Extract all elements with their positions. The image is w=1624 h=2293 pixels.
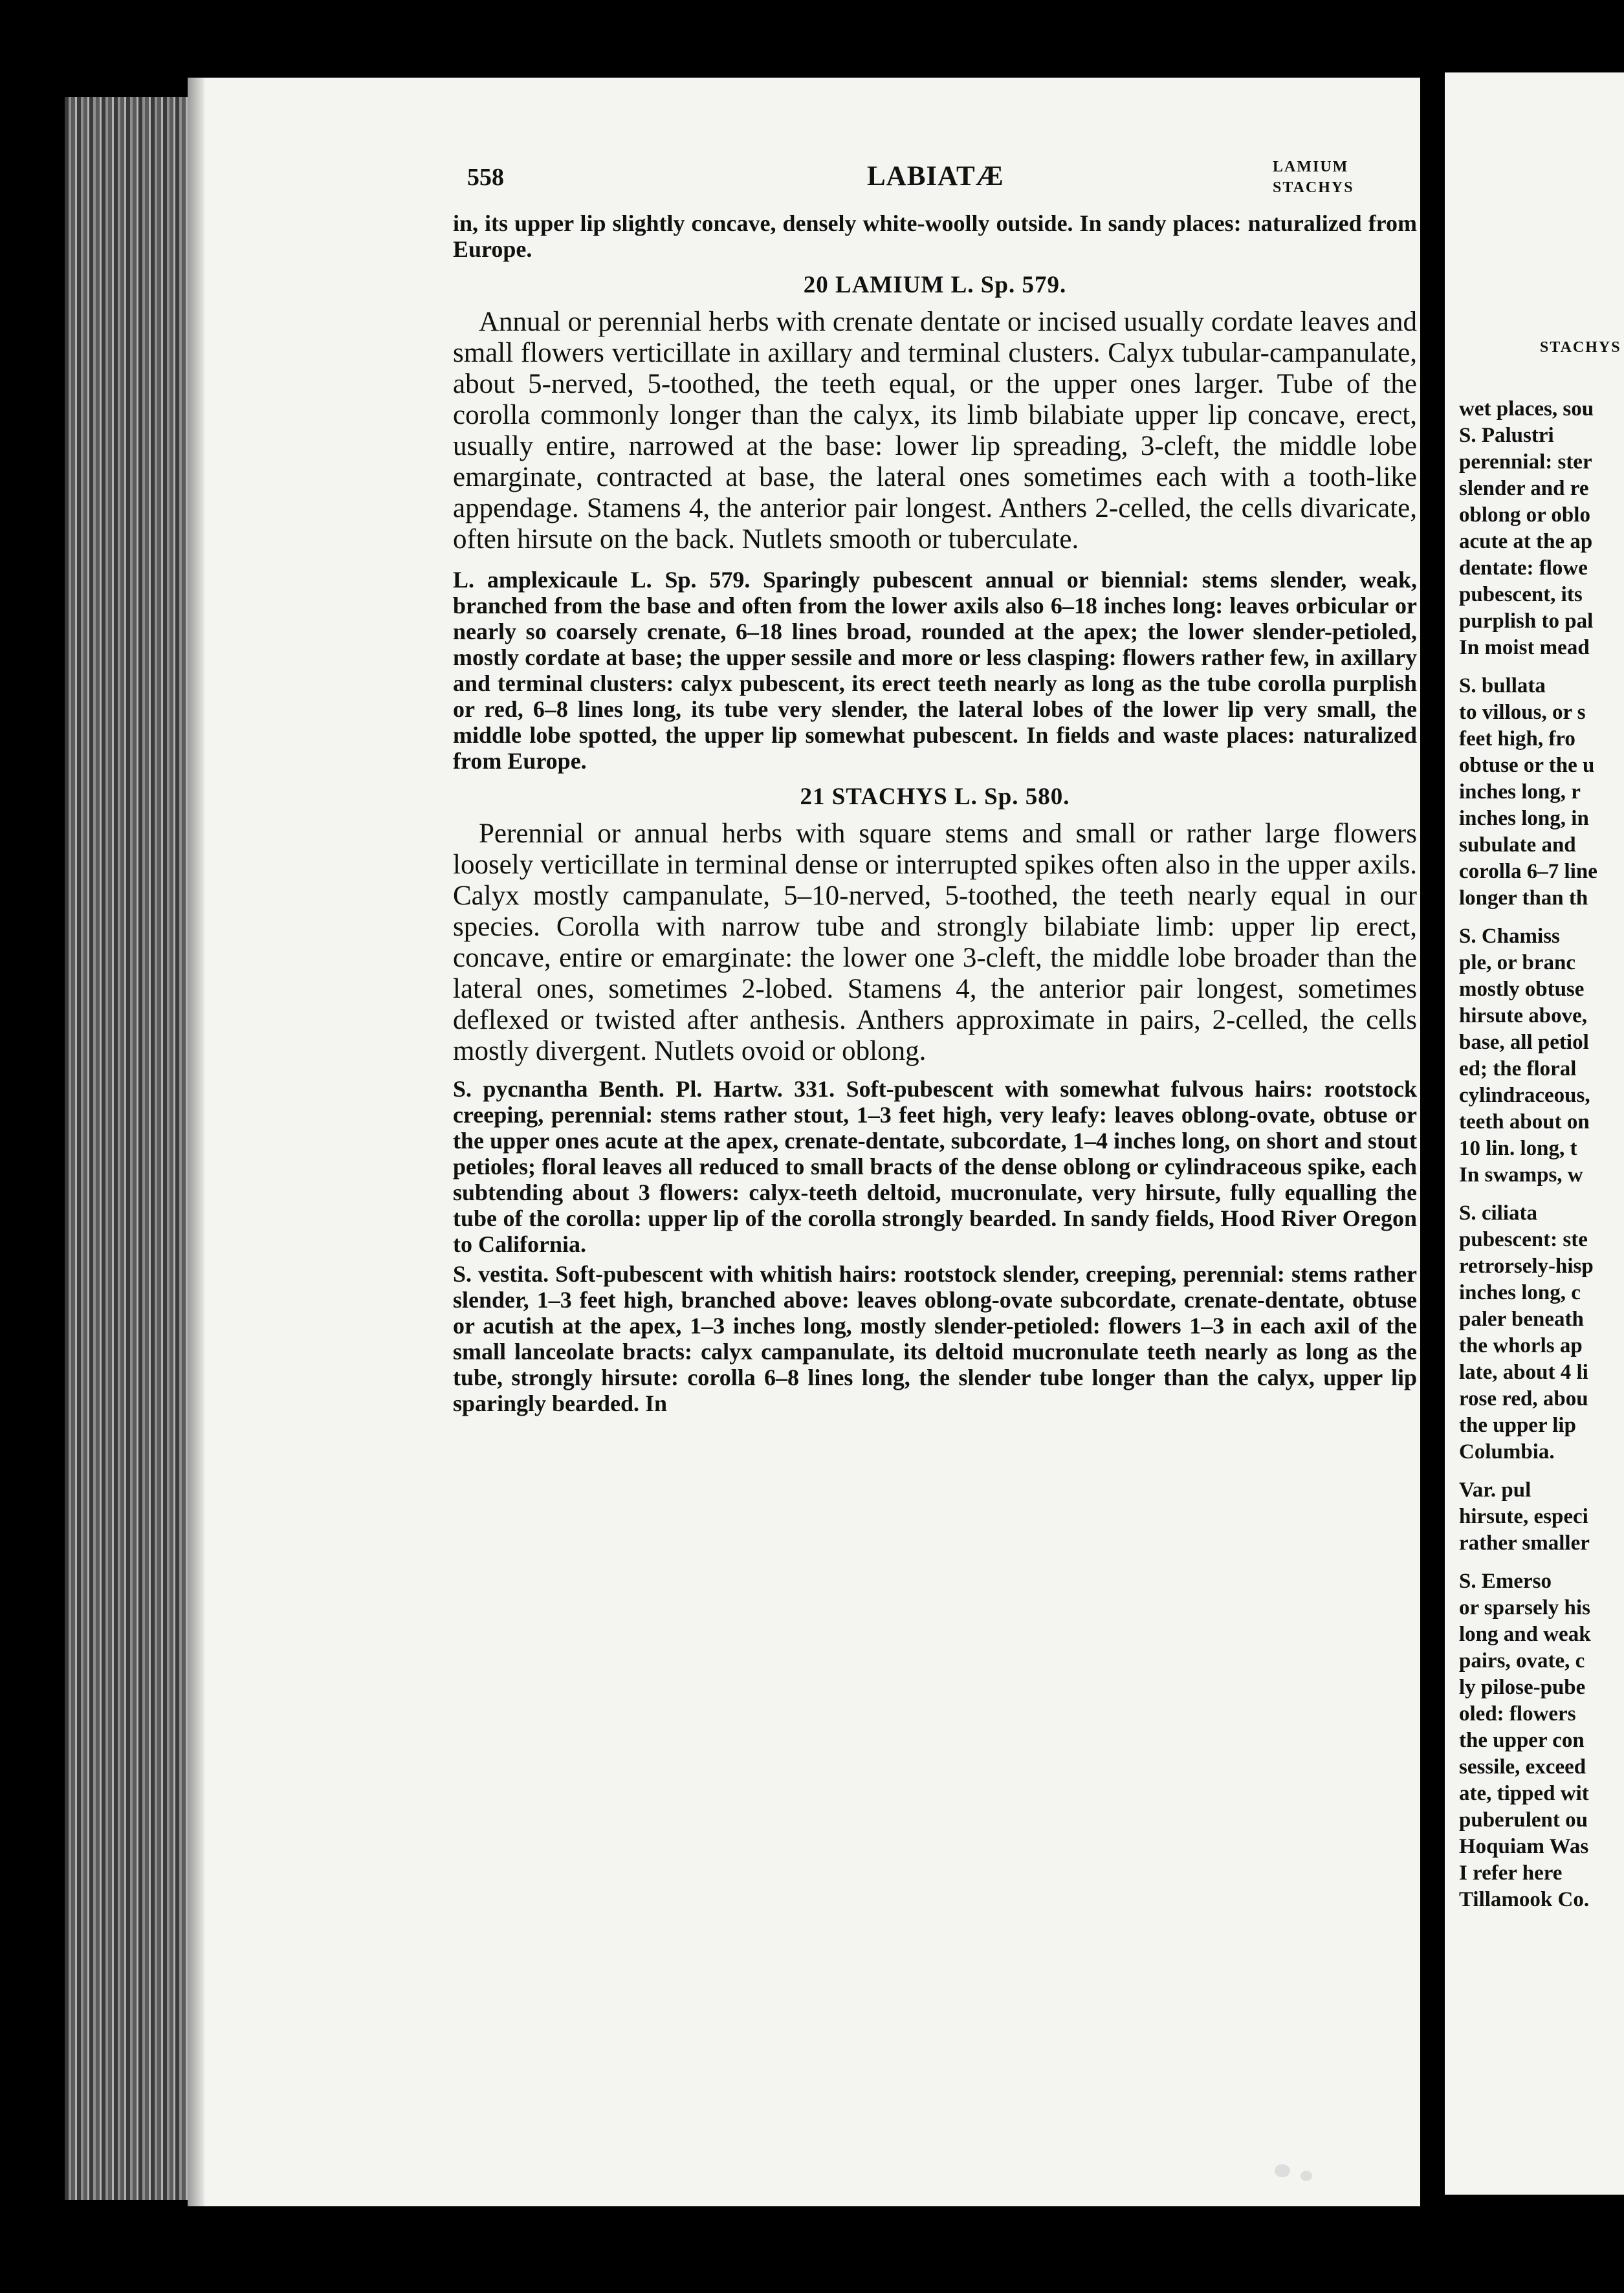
right-page-line: Columbia. <box>1459 1440 1555 1464</box>
right-page-line: In moist mead <box>1459 636 1590 659</box>
genus-head-stachys: STACHYS <box>1273 179 1354 196</box>
paper-speck <box>1275 2164 1290 2177</box>
right-page-line: oblong or oblo <box>1459 503 1590 527</box>
right-page-line: rose red, abou <box>1459 1387 1588 1410</box>
right-page-line: Tillamook Co. <box>1459 1888 1590 1911</box>
right-page-line: inches long, c <box>1459 1281 1581 1304</box>
right-page-line: subulate and <box>1459 833 1576 857</box>
species-entry-vestita <box>453 1261 1417 1416</box>
right-page-line: hirsute, especi <box>1459 1505 1588 1528</box>
right-page-line: the whorls ap <box>1459 1334 1583 1357</box>
genus-running-heads <box>1273 157 1354 198</box>
right-page-line: S. Chamiss <box>1459 925 1560 948</box>
species-text: Benth. Pl. Hartw. 331. Soft-pubescent with somewhat fulvous hairs: rootstock creeping, perennial: stems rather stout, 1–3 feet high, very leafy: leaves oblong-ovate, obtuse or the upper ones acute at the apex, crenate-dentate, subcordate, 1–4 inches long, on short and stout petioles; floral leaves all reduced to small bracts of the dense oblong or cylindraceous spike, each subtending about 3 flowers: calyx-teeth deltoid, mucronulate, very hirsute, fully equalling the tube of the corolla: upper lip of the corolla strongly bearded. In sandy fields, Hood River Oregon to California. <box>453 1076 1417 1257</box>
right-page-line: mostly obtuse <box>1459 978 1585 1001</box>
family-title: LABIATÆ <box>867 161 1004 192</box>
right-page-line <box>1459 912 1597 923</box>
right-page-line: S. Palustri <box>1459 424 1554 447</box>
species-name: L. amplexicaule <box>453 567 618 593</box>
right-page-line: puberulent ou <box>1459 1808 1588 1832</box>
right-page-line: late, about 4 li <box>1459 1361 1588 1384</box>
right-page-line: 10 lin. long, t <box>1459 1137 1577 1160</box>
genus-heading-lamium: 20 LAMIUM L. Sp. 579. <box>803 272 1067 298</box>
right-page-line: wet places, sou <box>1459 397 1594 421</box>
right-page-line: perennial: ster <box>1459 450 1592 474</box>
stachys-description: Perennial or annual herbs with square stems and small or rather large flowers loosely verticillate in terminal dense or interrupted spikes often also in the upper axils. Calyx mostly campanulate, 5–10-nerved, 5-toothed, the teeth nearly equal in our species. Corolla with narrow tube and strongly bilabiate limb: upper lip erect, concave, entire or emarginate: the lower one 3-cleft, the middle lobe broader than the lateral ones, sometimes 2-lobed. Stamens 4, the anterior pair longest, sometimes deflexed or twisted after anthesis. Anthers approximate in pairs, 2-celled, the cells mostly divergent. Nutlets ovoid or oblong. <box>453 818 1417 1066</box>
right-page-line <box>1459 1465 1597 1477</box>
lamium-description: Annual or perennial herbs with crenate dentate or incised usually cordate leaves and small flowers verticillate in axillary and terminal clusters. Calyx tubular-campanulate, about 5-nerved, 5-toothed, the teeth equal, or the upper ones larger. Tube of the corolla commonly longer than the calyx, its limb bilabiate upper lip concave, erect, usually entire, narrowed at the base: lower lip spreading, 3-cleft, the middle lobe emarginate, contracted at base, the lateral ones sometimes each with a tooth-like appendage. Stamens 4, the anterior pair longest. Anthers 2-celled, the cells divaricate, often hirsute on the back. Nutlets smooth or tuberculate. <box>453 307 1417 554</box>
right-page-line: hirsute above, <box>1459 1004 1587 1027</box>
right-page-line: sessile, exceed <box>1459 1755 1586 1779</box>
right-page-line: teeth about on <box>1459 1110 1590 1134</box>
right-page-fragment <box>1445 72 1624 2195</box>
right-page-line: long and weak <box>1459 1623 1591 1646</box>
paper-speck <box>1300 2171 1312 2181</box>
species-name: S. pycnantha <box>453 1076 588 1102</box>
right-page-line: obtuse or the u <box>1459 754 1595 777</box>
species-text: Soft-pubescent with whitish hairs: rootstock slender, creeping, perennial: stems rather slender, 1–3 feet high, branched above: leaves oblong-ovate subcordate, crenate-dentate, obtuse or acutish at the apex, 1–3 inches long, mostly slender-petioled: flowers 1–3 in each axil of the small lanceolate bracts: calyx campanulate, its deltoid mucronulate teeth nearly as long as the tube, strongly hirsute: corolla 6–8 lines long, the slender tube longer than the calyx, upper lip sparingly bearded. In <box>453 1261 1417 1416</box>
right-page-line: purplish to pal <box>1459 609 1594 633</box>
right-page-line: pubescent, its <box>1459 583 1583 606</box>
right-page-line: rather smaller <box>1459 1531 1590 1555</box>
right-page-line: ed; the floral <box>1459 1057 1577 1081</box>
right-page-line: feet high, fro <box>1459 727 1575 751</box>
right-running-head: STACHYS <box>1540 339 1621 356</box>
right-page-line: cylindraceous, <box>1459 1084 1590 1107</box>
right-page-line: or sparsely his <box>1459 1596 1590 1619</box>
right-page-line: S. ciliata <box>1459 1201 1537 1225</box>
right-page-line: S. bullata <box>1459 674 1546 697</box>
right-page-line <box>1459 1189 1597 1200</box>
right-page-line: to villous, or s <box>1459 701 1586 724</box>
right-page-line: longer than th <box>1459 886 1588 910</box>
right-page-line: paler beneath <box>1459 1308 1584 1331</box>
right-page-line: S. Emerso <box>1459 1570 1552 1593</box>
right-page-line: In swamps, w <box>1459 1163 1583 1187</box>
text-column <box>453 210 1417 1416</box>
right-page-line: ly pilose-pube <box>1459 1676 1586 1699</box>
species-text: L. Sp. 579. Sparingly pubescent annual or biennial: stems slender, weak, branched from the base and often from the lower axils also 6–18 inches long: leaves orbicular or nearly so coarsely crenate, 6–18 lines broad, rounded at the apex; the lower slender-petioled, mostly cordate at base; the upper sessile and more or less clasping: flowers rather few, in axillary and terminal clusters: calyx pubescent, its erect teeth nearly as long as the tube corolla purplish or red, 6–8 lines long, its tube very slender, the lateral lobes of the lower lip very small, the middle lobe spotted, the upper lip somewhat pubescent. In fields and waste places: naturalized from Europe. <box>453 567 1418 774</box>
right-page-line: base, all petiol <box>1459 1031 1589 1054</box>
right-page-line: ate, tipped wit <box>1459 1782 1589 1805</box>
right-page-line: slender and re <box>1459 477 1589 500</box>
left-page <box>188 78 1420 2206</box>
right-page-line: acute at the ap <box>1459 530 1593 553</box>
right-page-line: Hoquiam Was <box>1459 1835 1589 1858</box>
right-page-line: inches long, r <box>1459 780 1581 804</box>
right-page-line: Var. pul <box>1459 1478 1531 1502</box>
right-page-line: I refer here <box>1459 1861 1563 1885</box>
right-page-line: the upper con <box>1459 1729 1585 1752</box>
right-page-line: pairs, ovate, c <box>1459 1649 1585 1673</box>
species-entry-lamium-amplexicaule <box>453 567 1417 774</box>
genus-heading-stachys: 21 STACHYS L. Sp. 580. <box>800 784 1070 810</box>
right-page-line: inches long, in <box>1459 807 1589 830</box>
right-page-line: oled: flowers <box>1459 1702 1576 1726</box>
right-page-line: pubescent: ste <box>1459 1228 1588 1251</box>
right-page-line: retrorsely-hisp <box>1459 1255 1594 1278</box>
page-edge-stack <box>65 97 188 2200</box>
right-page-line: dentate: flowe <box>1459 556 1588 580</box>
continuation-paragraph: in, its upper lip slightly concave, densely white-woolly outside. In sandy places: naturalized from Europe. <box>453 210 1417 262</box>
right-page-line: the upper lip <box>1459 1414 1576 1437</box>
species-name: S. vestita. <box>453 1261 549 1287</box>
species-entry-pycnantha <box>453 1076 1417 1257</box>
right-page-line: ple, or branc <box>1459 951 1575 974</box>
right-page-line: corolla 6–7 line <box>1459 860 1597 883</box>
genus-head-lamium: LAMIUM <box>1273 159 1349 175</box>
right-page-lines <box>1459 396 1597 1913</box>
page-number: 558 <box>467 164 504 191</box>
right-page-line <box>1459 661 1597 673</box>
right-page-line <box>1459 1557 1597 1568</box>
